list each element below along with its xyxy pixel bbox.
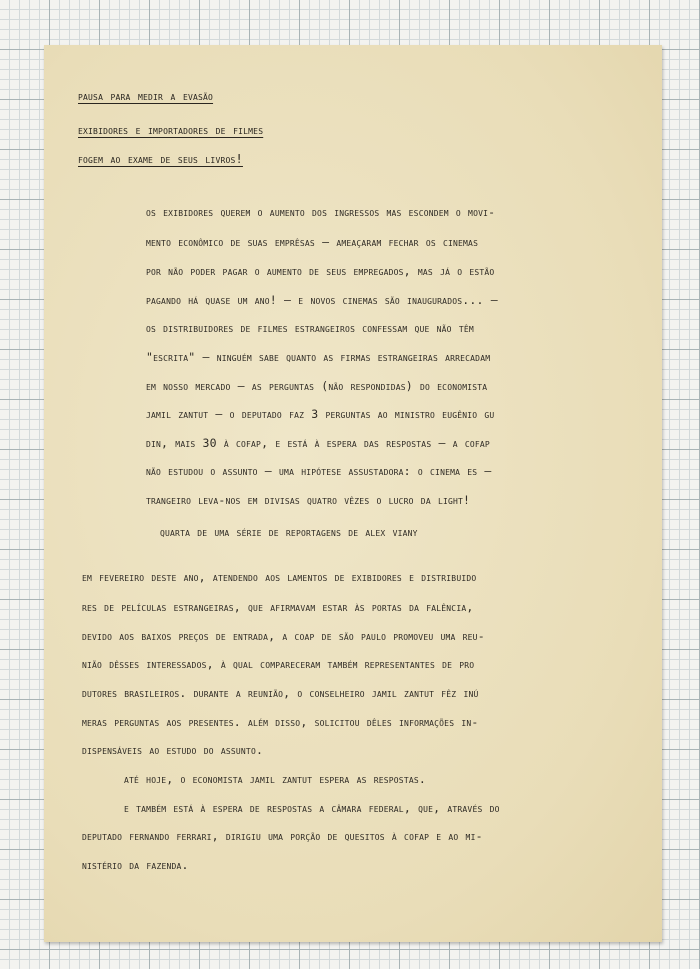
summary-line: jamil zantut — o deputado faz 3 perguntas ao ministro eugênio gu <box>146 407 495 421</box>
body-line: até hoje, o economista jamil zantut espera as respostas. <box>124 772 426 786</box>
typewritten-page <box>44 45 662 942</box>
summary-line: din, mais 30 à cofap, e está à espera das respostas — a cofap <box>146 436 490 450</box>
body-line: meras perguntas aos presentes. além disso, solicitou dêles informações in- <box>82 715 479 729</box>
headline-line-2: fogem ao exame de seus livros! <box>78 152 243 166</box>
body-line: res de películas estrangeiras, que afirmavam estar às portas da falência, <box>82 600 474 614</box>
byline: quarta de uma série de reportagens de alex viany <box>160 525 418 539</box>
body-line: devido aos baixos preços de entrada, a coap de são paulo promoveu uma reu- <box>82 629 485 643</box>
summary-line: trangeiro leva-nos em divisas quatro vêzes o lucro da light! <box>146 493 471 507</box>
summary-line: mento econômico de suas emprêsas — ameaçaram fechar os cinemas <box>146 235 479 249</box>
summary-line: pagando há quase um ano! — e novos cinemas são inaugurados... — <box>146 293 498 307</box>
body-line: nião dêsses interessados, à qual compareceram também representantes de pro <box>82 657 475 671</box>
summary-line: os exibidores querem o aumento dos ingressos mas escondem o movi- <box>146 205 496 219</box>
summary-line: "escrita" — ninguém sabe quanto as firmas estrangeiras arrecadam <box>146 350 491 364</box>
summary-line: em nosso mercado — as perguntas (não respondidas) do economista <box>146 379 488 393</box>
summary-line: não estudou o assunto — uma hipótese assustadora: o cinema es — <box>146 464 492 478</box>
body-line: dutores brasileiros. durante a reunião, o conselheiro jamil zantut fêz inú <box>82 686 479 700</box>
summary-line: os distribuidores de filmes estrangeiros confessam que não têm <box>146 321 474 335</box>
body-line: e também está à espera de respostas a câmara federal, que, através do <box>124 801 500 815</box>
body-line: dispensáveis ao estudo do assunto. <box>82 743 264 757</box>
summary-line: por não poder pagar o aumento de seus empregados, mas já o estão <box>146 264 495 278</box>
body-line: nistério da fazenda. <box>82 858 189 872</box>
headline-kicker: pausa para medir a evasão <box>78 89 214 103</box>
body-line: em fevereiro deste ano, atendendo aos lamentos de exibidores e distribuido <box>82 570 477 584</box>
headline-line-1: exibidores e importadores de filmes <box>78 123 264 137</box>
body-line: deputado fernando ferrari, dirigiu uma porção de quesitos à cofap e ao mi- <box>82 829 483 843</box>
